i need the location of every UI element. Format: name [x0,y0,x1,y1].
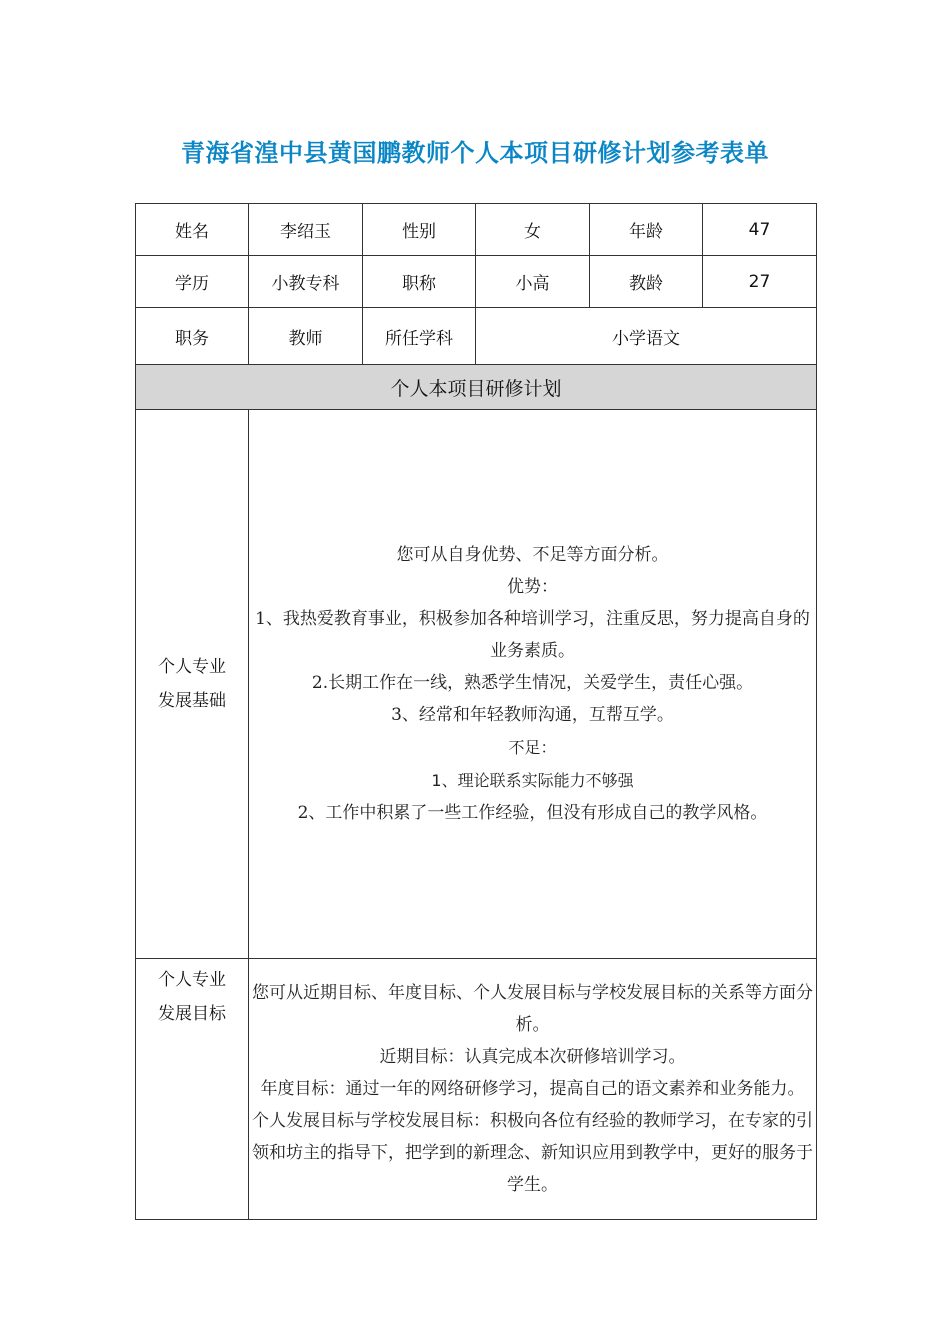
goals-label-line1: 个人专业 [158,970,226,990]
goals-label-line2: 发展目标 [158,1004,226,1024]
basis-line: 2.长期工作在一线，熟悉学生情况，关爱学生，责任心强。 [311,673,754,693]
section-header-row [136,365,817,410]
basis-line: 1、我热爱教育事业，积极参加各种培训学习，注重反思，努力提高自身的业务素质。 [255,609,810,661]
plan-form-table [135,203,817,1220]
position-value: 教师 [249,308,363,365]
education-value: 小教专科 [249,256,363,308]
basis-line: 不足： [508,738,557,757]
age-value: 47 [703,204,817,256]
info-row-2 [136,256,817,308]
title-rank-value: 小高 [476,256,590,308]
gender-label: 性别 [363,204,476,256]
basis-label [136,410,249,959]
goals-label [136,959,249,1220]
goals-line: 近期目标：认真完成本次研修培训学习。 [379,1047,686,1067]
basis-label-line1: 个人专业 [158,657,226,677]
name-value: 李绍玉 [249,204,363,256]
goals-content [249,959,817,1220]
goals-line: 年度目标：通过一年的网络研修学习，提高自己的语文素养和业务能力。 [260,1079,805,1099]
teaching-years-label: 教龄 [590,256,703,308]
basis-row [136,410,817,959]
basis-line: 1、理论联系实际能力不够强 [431,771,634,790]
subject-value: 小学语文 [476,308,817,365]
basis-content [249,410,817,959]
section-title: 个人本项目研修计划 [136,365,817,410]
gender-value: 女 [476,204,590,256]
goals-line: 个人发展目标与学校发展目标：积极向各位有经验的教师学习，在专家的引领和坊主的指导下，把学到的新理念、新知识应用到教学中，更好的服务于学生。 [252,1111,813,1195]
education-label: 学历 [136,256,249,308]
info-row-1 [136,204,817,256]
age-label: 年龄 [590,204,703,256]
basis-line: 3、经常和年轻教师沟通，互帮互学。 [391,705,674,725]
subject-label: 所任学科 [363,308,476,365]
position-label: 职务 [136,308,249,365]
title-rank-label: 职称 [363,256,476,308]
name-label: 姓名 [136,204,249,256]
basis-line: 2、工作中积累了一些工作经验，但没有形成自己的教学风格。 [297,803,768,823]
goals-line: 您可从近期目标、年度目标、个人发展目标与学校发展目标的关系等方面分析。 [252,983,813,1035]
basis-line: 您可从自身优势、不足等方面分析。 [396,545,669,565]
goals-row [136,959,817,1220]
teaching-years-value: 27 [703,256,817,308]
document-title: 青海省湟中县黄国鹏教师个人本项目研修计划参考表单 [181,139,769,167]
basis-line: 优势： [507,577,558,597]
info-row-3 [136,308,817,365]
basis-label-line2: 发展基础 [158,691,226,711]
